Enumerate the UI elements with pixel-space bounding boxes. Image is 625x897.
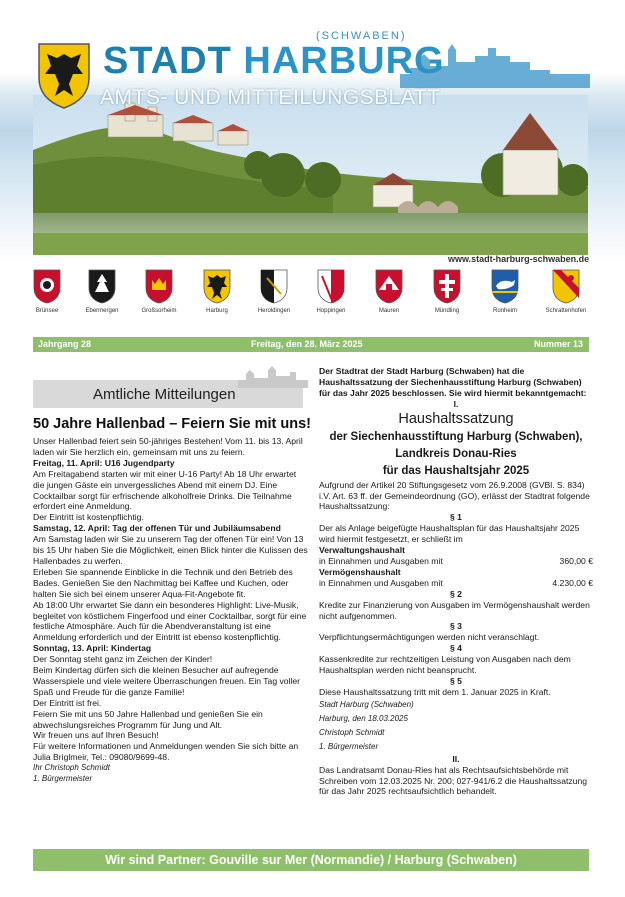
haushaltssatzung-notice: [319, 366, 593, 797]
crest-heroldingen: [246, 268, 302, 314]
masthead: [0, 0, 625, 262]
crest-label: Ronheim: [492, 308, 517, 314]
article-subheading: Freitag, 11. April: U16 Jugendparty: [33, 457, 175, 468]
article-body: [33, 436, 308, 785]
budget-label: in Einnahmen und Ausgaben mit: [319, 577, 443, 588]
paragraph-text: Kredite zur Finanzierung von Ausgaben im Vermögenshaushalt werden nicht aufgenommen.: [319, 599, 590, 621]
article-paragraph: Wir freuen uns auf Ihren Besuch!: [33, 730, 159, 741]
crest-mauren: [361, 268, 417, 314]
publication-subtitle: AMTS- UND MITTEILUNGSBLATT: [100, 86, 441, 109]
article-paragraph: Der Sonntag steht ganz im Zeichen der Kinder!: [33, 654, 213, 665]
harburg-panorama-photo: [33, 95, 588, 255]
paragraph-number: § 5: [450, 675, 462, 686]
notice-preamble: Aufgrund der Artikel 20 Stiftungsgesetz vom 26.9.2008 (GVBl. S. 834) i.V. Art. 63 ff. der Gemeindeordnung (GO), erlässt der Stadtrat folgende Haushaltssatzung:: [319, 479, 590, 512]
website-url[interactable]: www.stadt-harburg-schwaben.de: [448, 254, 590, 264]
crest-label: Hoppingen: [316, 308, 346, 314]
crest-grosssorheim: [131, 268, 187, 314]
article-paragraph: Feiern Sie mit uns 50 Jahre Hallenbad und genießen Sie ein abwechslungsreiches Programm für Jung und Alt.: [33, 708, 263, 730]
budget-row: [319, 578, 593, 589]
district-crest-row: [0, 268, 625, 338]
notice-subtitle: der Siechenhausstiftung Harburg (Schwaben),: [329, 430, 583, 443]
budget-label: in Einnahmen und Ausgaben mit: [319, 555, 443, 566]
signature-organisation: Stadt Harburg (Schwaben): [319, 699, 414, 709]
notice-subtitle: Landkreis Donau-Ries: [395, 447, 517, 460]
crest-label: Schrattenhofen: [545, 308, 587, 314]
paragraph-text: Verpflichtungsermächtigungen werden nicht veranschlagt.: [319, 632, 540, 643]
crest-ronheim-icon: [490, 268, 520, 304]
crest-muendling-icon: [432, 268, 462, 304]
crest-label: Harburg: [206, 308, 228, 314]
crest-bruensee-icon: [32, 268, 62, 304]
budget-row: [319, 556, 593, 567]
harburg-coat-of-arms: [35, 40, 93, 110]
crest-hoppingen-icon: [316, 268, 346, 304]
crest-heroldingen-icon: [259, 268, 289, 304]
crest-label: Brünsee: [35, 308, 59, 314]
section-roman-numeral: II.: [452, 753, 460, 764]
paragraph-number: § 4: [450, 643, 462, 654]
article-paragraph: Der Eintritt ist kostenpflichtig.: [33, 512, 144, 523]
issue-info-bar: [33, 337, 589, 352]
notice-body: [319, 480, 593, 798]
signature-date: Harburg, den 18.03.2025: [319, 713, 408, 723]
article-paragraph: Beim Kindertag dürfen sich die kleinen Besucher auf aufregende Wasserspiele und viele weitere Überraschungen freuen. Ein Tag voller Spaß und Freude für die ganze Familie!: [33, 665, 301, 697]
article-paragraph: Unser Hallenbad feiert sein 50-jähriges Bestehen! Vom 11. bis 13. April laden wir Sie herzlich ein, gemeinsam mit uns zu feiern.: [33, 436, 303, 457]
article-paragraph: Ab 18:00 Uhr erwartet Sie dann ein besonderes Highlight: Live-Musik, begleitet von köstlichem Fingerfood und einer Cocktailbar, sorgt für eine festliche Atmosphäre. Auch für die Abendveranstaltung ist eine Anmeldung erforderlich und der Eintritt ist ebenso kostenpflichtig.: [33, 599, 307, 643]
issue-date: Freitag, den 28. März 2025: [251, 339, 363, 349]
crest-schrattenhofen-icon: [551, 268, 581, 304]
notice-intro: Der Stadtrat der Stadt Harburg (Schwaben) hat die Haushaltssatzung der Siechenhausstiftung Harburg (Schwaben) für das Jahr 2025 beschlossen. Sie wird hiermit bekanntgemacht:: [319, 366, 587, 398]
article-paragraph: Am Freitagabend starten wir mit einer U-16 Party! Ab 18 Uhr erwartet die jungen Gäste ein unvergessliches Abend mit einem DJ. Eine Cocktailbar sorgt für erfrischende alkoholfreie Drinks. Die Teilnahme erfordert eine Anmeldung.: [33, 468, 297, 512]
paragraph-text: Kassenkredite zur rechtzeitigen Leistung von Ausgaben nach dem Haushaltsplan werden nicht beansprucht.: [319, 654, 571, 676]
crest-ebermergen-icon: [87, 268, 117, 304]
signature-title: 1. Bürgermeister: [319, 741, 379, 751]
budget-heading: Vermögenshaushalt: [319, 566, 401, 577]
crest-label: Mauren: [378, 308, 400, 314]
volume-label: Jahrgang 28: [38, 339, 92, 349]
article-signature-title: 1. Bürgermeister: [33, 774, 93, 784]
issue-number: Nummer 13: [533, 339, 583, 349]
paragraph-text: Diese Haushaltssatzung tritt mit dem 1. Januar 2025 in Kraft.: [319, 686, 551, 697]
crest-label: Heroldingen: [257, 308, 291, 314]
crest-harburg: [189, 268, 245, 314]
region-label: (SCHWABEN): [316, 30, 407, 42]
notice-closing: Das Landratsamt Donau-Ries hat als Rechtsaufsichtsbehörde mit Schreiben vom 12.03.2025 Nr. 200; 027-941/6.2 die Haushaltssatzung für das Jahr 2025 rechtsaufsichtlich behandelt.: [319, 764, 588, 797]
crest-muendling: [419, 268, 475, 314]
paragraph-number: § 1: [450, 512, 462, 523]
section-title: Amtliche Mitteilungen: [93, 386, 236, 403]
article-paragraph: Der Eintritt ist frei.: [33, 697, 102, 708]
article-subheading: Sonntag, 13. April: Kindertag: [33, 643, 152, 654]
article-subheading: Samstag, 12. April: Tag der offenen Tür und Jubiläumsabend: [33, 523, 281, 534]
hallenbad-article: [33, 416, 312, 785]
notice-title: Haushaltssatzung: [398, 410, 514, 427]
notice-body: [319, 399, 593, 410]
budget-heading: Verwaltungshaushalt: [319, 545, 405, 556]
budget-amount: 360,00 €: [559, 555, 593, 566]
crest-label: Mündling: [434, 308, 460, 314]
paragraph-text: Der als Anlage beigefügte Haushaltsplan für das Haushaltsjahr 2025 wird hiermit festgesetzt, er schließt im: [319, 523, 580, 545]
crest-ebermergen: [74, 268, 130, 314]
paragraph-number: § 2: [450, 588, 462, 599]
signature-name: Christoph Schmidt: [319, 727, 385, 737]
partnership-banner: Wir sind Partner: Gouville sur Mer (Normandie) / Harburg (Schwaben): [33, 849, 589, 871]
castle-outline-icon: [238, 366, 308, 388]
notice-subtitle: für das Haushaltsjahr 2025: [382, 464, 530, 477]
section-roman-numeral: I.: [453, 398, 459, 409]
article-paragraph: Am Samstag laden wir Sie zu unserem Tag der offenen Tür ein! Von 13 bis 15 Uhr haben Sie die Möglichkeit, einen Blick hinter die Kulissen des Hallenbades zu werfen.: [33, 534, 308, 566]
crest-grosssorheim-icon: [144, 268, 174, 304]
crest-schrattenhofen: [538, 268, 594, 314]
paragraph-number: § 3: [450, 621, 462, 632]
crest-bruensee: [19, 268, 75, 314]
article-paragraph: Erleben Sie spannende Einblicke in die Technik und den Betrieb des Bades. Genießen Sie den Nachmittag bei Kaffee und Kuchen, oder halten Sie sich bei einem unserer Aqua-Fit-Angebote fit.: [33, 566, 293, 599]
article-paragraph: Für weitere Informationen und Anmeldungen wenden Sie sich bitte an Julia Briglmeir, Tel.: 09080/9699-48.: [33, 741, 299, 763]
budget-amount: 4.230,00 €: [552, 577, 593, 588]
article-title: 50 Jahre Hallenbad – Feiern Sie mit uns!: [33, 416, 312, 432]
crest-hoppingen: [303, 268, 359, 314]
crest-label: Ebermergen: [85, 308, 119, 314]
crest-ronheim: [477, 268, 533, 314]
publication-title: STADT HARBURG: [103, 40, 445, 82]
crest-mauren-icon: [374, 268, 404, 304]
crest-label: Großsorheim: [141, 308, 177, 314]
article-signature-name: Ihr Christoph Schmidt: [33, 763, 110, 773]
crest-harburg-icon: [202, 268, 232, 304]
